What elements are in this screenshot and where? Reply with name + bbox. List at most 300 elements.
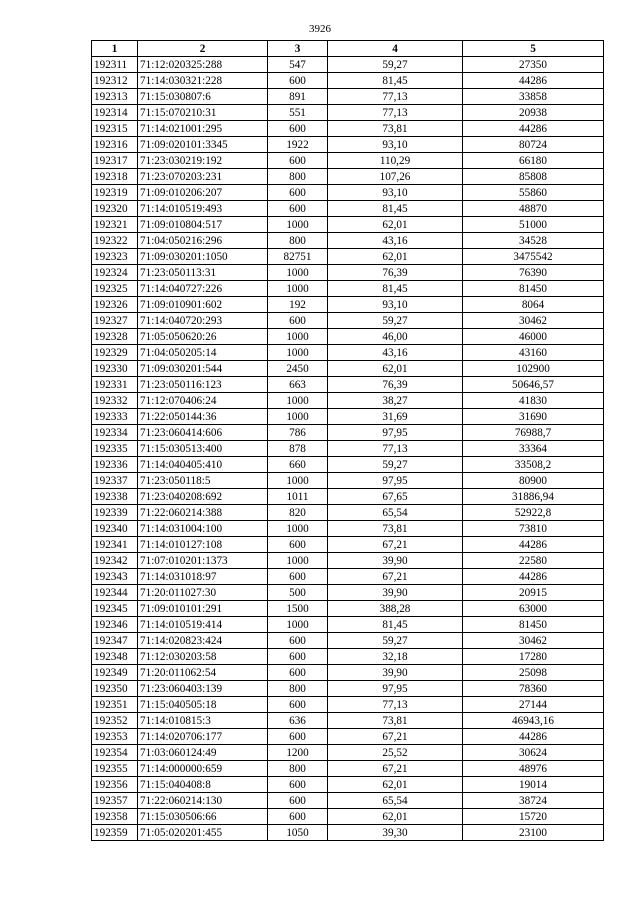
table-cell-col-5: 46000: [463, 329, 604, 345]
table-cell-col-1: 192346: [92, 617, 138, 633]
table-cell-col-4: 73,81: [328, 521, 463, 537]
table-cell-col-2: 71:12:020325:288: [138, 57, 268, 73]
table-cell-col-4: 38,27: [328, 393, 463, 409]
table-cell-col-3: 600: [268, 649, 328, 665]
table-cell-col-4: 39,90: [328, 665, 463, 681]
table-cell-col-2: 71:14:021001:295: [138, 121, 268, 137]
table-row: [92, 313, 604, 329]
table-cell-col-5: 31886,94: [463, 489, 604, 505]
table-cell-col-4: 43,16: [328, 233, 463, 249]
table-cell-col-4: 39,30: [328, 825, 463, 841]
table-cell-col-5: 15720: [463, 809, 604, 825]
table-cell-col-5: 33858: [463, 89, 604, 105]
table-row: [92, 761, 604, 777]
table-cell-col-1: 192352: [92, 713, 138, 729]
table-cell-col-1: 192356: [92, 777, 138, 793]
table-cell-col-1: 192351: [92, 697, 138, 713]
table-cell-col-5: 44286: [463, 537, 604, 553]
table-cell-col-5: 44286: [463, 729, 604, 745]
table-cell-col-1: 192333: [92, 409, 138, 425]
table-cell-col-1: 192342: [92, 553, 138, 569]
table-cell-col-3: 1200: [268, 745, 328, 761]
table-cell-col-4: 77,13: [328, 89, 463, 105]
table-cell-col-5: 85808: [463, 169, 604, 185]
table-cell-col-3: 600: [268, 697, 328, 713]
table-cell-col-2: 71:14:030321:228: [138, 73, 268, 89]
table-cell-col-2: 71:07:010201:1373: [138, 553, 268, 569]
table-cell-col-5: 20915: [463, 585, 604, 601]
table-cell-col-2: 71:05:020201:455: [138, 825, 268, 841]
table-cell-col-4: 76,39: [328, 265, 463, 281]
table-cell-col-4: 65,54: [328, 793, 463, 809]
table-cell-col-4: 65,54: [328, 505, 463, 521]
table-row: [92, 553, 604, 569]
table-row: [92, 233, 604, 249]
table-cell-col-3: 878: [268, 441, 328, 457]
table-row: [92, 201, 604, 217]
table-cell-col-3: 1000: [268, 329, 328, 345]
table-cell-col-1: 192321: [92, 217, 138, 233]
table-cell-col-3: 663: [268, 377, 328, 393]
table-cell-col-1: 192314: [92, 105, 138, 121]
table-cell-col-3: 800: [268, 169, 328, 185]
table-cell-col-3: 600: [268, 729, 328, 745]
table-cell-col-4: 73,81: [328, 713, 463, 729]
table-row: [92, 105, 604, 121]
table-cell-col-5: 27350: [463, 57, 604, 73]
table-cell-col-5: 80724: [463, 137, 604, 153]
table-row: [92, 393, 604, 409]
table-cell-col-2: 71:14:010127:108: [138, 537, 268, 553]
table-cell-col-5: 73810: [463, 521, 604, 537]
table-cell-col-4: 81,45: [328, 281, 463, 297]
table-cell-col-4: 59,27: [328, 57, 463, 73]
column-header-3: 3: [268, 41, 328, 57]
table-cell-col-3: 1000: [268, 393, 328, 409]
table-cell-col-2: 71:14:010519:493: [138, 201, 268, 217]
table-row: [92, 297, 604, 313]
page-number: 3926: [309, 23, 331, 35]
table-cell-col-4: 67,65: [328, 489, 463, 505]
table-cell-col-1: 192350: [92, 681, 138, 697]
table-cell-col-3: 1000: [268, 265, 328, 281]
table-cell-col-3: 800: [268, 681, 328, 697]
table-cell-col-5: 38724: [463, 793, 604, 809]
table-cell-col-4: 59,27: [328, 313, 463, 329]
table-cell-col-3: 2450: [268, 361, 328, 377]
table-cell-col-5: 30624: [463, 745, 604, 761]
table-cell-col-3: 600: [268, 633, 328, 649]
table-cell-col-5: 46943,16: [463, 713, 604, 729]
table-row: [92, 809, 604, 825]
table-cell-col-2: 71:23:070203:231: [138, 169, 268, 185]
table-cell-col-3: 820: [268, 505, 328, 521]
table-cell-col-4: 97,95: [328, 681, 463, 697]
table-cell-col-5: 63000: [463, 601, 604, 617]
table-cell-col-3: 1000: [268, 345, 328, 361]
table-cell-col-2: 71:20:011062:54: [138, 665, 268, 681]
table-cell-col-3: 1000: [268, 409, 328, 425]
table-row: [92, 425, 604, 441]
table-cell-col-4: 62,01: [328, 777, 463, 793]
table-cell-col-2: 71:23:050116:123: [138, 377, 268, 393]
table-cell-col-2: 71:04:050216:296: [138, 233, 268, 249]
table-row: [92, 361, 604, 377]
table-cell-col-2: 71:14:031004:100: [138, 521, 268, 537]
table-row: [92, 601, 604, 617]
column-header-4: 4: [328, 41, 463, 57]
table-row: [92, 185, 604, 201]
table-row: [92, 793, 604, 809]
table-cell-col-1: 192312: [92, 73, 138, 89]
table-cell-col-3: 192: [268, 297, 328, 313]
table-cell-col-1: 192354: [92, 745, 138, 761]
table-row: [92, 825, 604, 841]
table-row: [92, 457, 604, 473]
table-cell-col-5: 34528: [463, 233, 604, 249]
table-row: [92, 89, 604, 105]
table-row: [92, 169, 604, 185]
table-row: [92, 521, 604, 537]
table-cell-col-1: 192334: [92, 425, 138, 441]
table-cell-col-4: 81,45: [328, 201, 463, 217]
table-row: [92, 585, 604, 601]
table-cell-col-2: 71:23:030219:192: [138, 153, 268, 169]
table-cell-col-3: 600: [268, 121, 328, 137]
table-cell-col-2: 71:23:040208:692: [138, 489, 268, 505]
table-cell-col-1: 192341: [92, 537, 138, 553]
table-cell-col-1: 192316: [92, 137, 138, 153]
table-cell-col-5: 44286: [463, 569, 604, 585]
table-cell-col-4: 59,27: [328, 457, 463, 473]
table-cell-col-5: 80900: [463, 473, 604, 489]
table-row: [92, 473, 604, 489]
table-body: [92, 57, 604, 841]
table-cell-col-2: 71:15:070210:31: [138, 105, 268, 121]
table-cell-col-2: 71:09:010206:207: [138, 185, 268, 201]
table-cell-col-5: 22580: [463, 553, 604, 569]
table-row: [92, 249, 604, 265]
table-cell-col-5: 81450: [463, 281, 604, 297]
table-cell-col-2: 71:22:060214:388: [138, 505, 268, 521]
table-cell-col-2: 71:05:050620:26: [138, 329, 268, 345]
data-table: [91, 40, 604, 841]
table-cell-col-1: 192344: [92, 585, 138, 601]
table-cell-col-1: 192313: [92, 89, 138, 105]
table-cell-col-4: 67,21: [328, 761, 463, 777]
table-cell-col-4: 81,45: [328, 617, 463, 633]
table-cell-col-4: 76,39: [328, 377, 463, 393]
table-cell-col-3: 1011: [268, 489, 328, 505]
table-cell-col-1: 192320: [92, 201, 138, 217]
table-cell-col-4: 77,13: [328, 105, 463, 121]
table-cell-col-4: 43,16: [328, 345, 463, 361]
table-cell-col-5: 33364: [463, 441, 604, 457]
table-cell-col-2: 71:15:030506:66: [138, 809, 268, 825]
table-cell-col-3: 1000: [268, 617, 328, 633]
table-cell-col-1: 192358: [92, 809, 138, 825]
table-cell-col-2: 71:14:040720:293: [138, 313, 268, 329]
table-cell-col-2: 71:15:030807:6: [138, 89, 268, 105]
table-cell-col-2: 71:09:030201:1050: [138, 249, 268, 265]
table-row: [92, 329, 604, 345]
table-cell-col-1: 192355: [92, 761, 138, 777]
table-row: [92, 441, 604, 457]
table-cell-col-2: 71:14:020706:177: [138, 729, 268, 745]
table-cell-col-4: 97,95: [328, 473, 463, 489]
table-cell-col-4: 39,90: [328, 553, 463, 569]
table-row: [92, 153, 604, 169]
table-cell-col-1: 192330: [92, 361, 138, 377]
table-row: [92, 217, 604, 233]
table-cell-col-2: 71:14:040405:410: [138, 457, 268, 473]
table-cell-col-5: 17280: [463, 649, 604, 665]
column-header-2: 2: [138, 41, 268, 57]
table-cell-col-1: 192311: [92, 57, 138, 73]
table-cell-col-5: 41830: [463, 393, 604, 409]
table-cell-col-3: 600: [268, 313, 328, 329]
table-cell-col-3: 600: [268, 569, 328, 585]
table-cell-col-5: 44286: [463, 121, 604, 137]
table-cell-col-1: 192345: [92, 601, 138, 617]
table-cell-col-3: 800: [268, 761, 328, 777]
table-cell-col-4: 110,29: [328, 153, 463, 169]
table-cell-col-1: 192318: [92, 169, 138, 185]
table-cell-col-4: 77,13: [328, 697, 463, 713]
table-cell-col-3: 600: [268, 185, 328, 201]
table-cell-col-3: 82751: [268, 249, 328, 265]
table-cell-col-3: 1050: [268, 825, 328, 841]
table-row: [92, 137, 604, 153]
table-cell-col-3: 600: [268, 665, 328, 681]
table-row: [92, 489, 604, 505]
table-cell-col-2: 71:14:010815:3: [138, 713, 268, 729]
table-row: [92, 281, 604, 297]
table-cell-col-2: 71:23:060403:139: [138, 681, 268, 697]
table-cell-col-2: 71:14:040727:226: [138, 281, 268, 297]
table-cell-col-5: 30462: [463, 633, 604, 649]
table-cell-col-1: 192337: [92, 473, 138, 489]
table-cell-col-1: 192323: [92, 249, 138, 265]
table-cell-col-2: 71:09:010804:517: [138, 217, 268, 233]
table-cell-col-4: 73,81: [328, 121, 463, 137]
table-row: [92, 505, 604, 521]
table-row: [92, 345, 604, 361]
table-cell-col-1: 192339: [92, 505, 138, 521]
table-cell-col-1: 192343: [92, 569, 138, 585]
table-cell-col-4: 62,01: [328, 809, 463, 825]
table-cell-col-2: 71:15:040408:8: [138, 777, 268, 793]
table-row: [92, 409, 604, 425]
table-cell-col-2: 71:03:060124:49: [138, 745, 268, 761]
table-cell-col-5: 27144: [463, 697, 604, 713]
table-cell-col-1: 192338: [92, 489, 138, 505]
table-row: [92, 57, 604, 73]
table-cell-col-4: 62,01: [328, 217, 463, 233]
table-cell-col-3: 600: [268, 201, 328, 217]
table-cell-col-4: 67,21: [328, 729, 463, 745]
table-row: [92, 265, 604, 281]
table-row: [92, 697, 604, 713]
header-row: [92, 41, 604, 57]
table-cell-col-2: 71:09:010901:602: [138, 297, 268, 313]
table-cell-col-5: 48976: [463, 761, 604, 777]
table-cell-col-4: 31,69: [328, 409, 463, 425]
table-row: [92, 745, 604, 761]
table-cell-col-5: 43160: [463, 345, 604, 361]
table-cell-col-3: 1000: [268, 281, 328, 297]
table-cell-col-4: 77,13: [328, 441, 463, 457]
table-cell-col-3: 1500: [268, 601, 328, 617]
table-cell-col-5: 76988,7: [463, 425, 604, 441]
table-cell-col-2: 71:14:000000:659: [138, 761, 268, 777]
table-cell-col-5: 33508,2: [463, 457, 604, 473]
table-cell-col-3: 1000: [268, 553, 328, 569]
table-cell-col-1: 192324: [92, 265, 138, 281]
column-header-1: 1: [92, 41, 138, 57]
table-cell-col-4: 81,45: [328, 73, 463, 89]
table-row: [92, 713, 604, 729]
table-cell-col-3: 1000: [268, 473, 328, 489]
table-cell-col-4: 93,10: [328, 137, 463, 153]
table-cell-col-5: 20938: [463, 105, 604, 121]
table-cell-col-2: 71:04:050205:14: [138, 345, 268, 361]
table-cell-col-4: 62,01: [328, 361, 463, 377]
table-cell-col-4: 67,21: [328, 569, 463, 585]
table-cell-col-4: 46,00: [328, 329, 463, 345]
table-row: [92, 729, 604, 745]
table-cell-col-1: 192317: [92, 153, 138, 169]
table-cell-col-5: 76390: [463, 265, 604, 281]
table-cell-col-1: 192340: [92, 521, 138, 537]
table-cell-col-4: 25,52: [328, 745, 463, 761]
table-cell-col-4: 97,95: [328, 425, 463, 441]
table-cell-col-3: 1922: [268, 137, 328, 153]
table-cell-col-1: 192347: [92, 633, 138, 649]
table-row: [92, 377, 604, 393]
table-cell-col-2: 71:15:030513:400: [138, 441, 268, 457]
table-cell-col-1: 192336: [92, 457, 138, 473]
table-row: [92, 665, 604, 681]
table-cell-col-1: 192332: [92, 393, 138, 409]
table-cell-col-2: 71:15:040505:18: [138, 697, 268, 713]
table-cell-col-1: 192328: [92, 329, 138, 345]
table-cell-col-3: 551: [268, 105, 328, 121]
column-header-5: 5: [463, 41, 604, 57]
table-cell-col-2: 71:22:060214:130: [138, 793, 268, 809]
table-cell-col-5: 31690: [463, 409, 604, 425]
table-row: [92, 569, 604, 585]
table-cell-col-2: 71:09:020101:3345: [138, 137, 268, 153]
table-cell-col-3: 547: [268, 57, 328, 73]
table-cell-col-1: 192329: [92, 345, 138, 361]
table-cell-col-3: 600: [268, 793, 328, 809]
table-row: [92, 681, 604, 697]
table-cell-col-3: 600: [268, 73, 328, 89]
table-cell-col-4: 67,21: [328, 537, 463, 553]
table-cell-col-1: 192359: [92, 825, 138, 841]
table-cell-col-2: 71:23:050118:5: [138, 473, 268, 489]
table-cell-col-2: 71:22:050144:36: [138, 409, 268, 425]
table-row: [92, 121, 604, 137]
table-cell-col-5: 8064: [463, 297, 604, 313]
table-cell-col-4: 107,26: [328, 169, 463, 185]
table-cell-col-1: 192335: [92, 441, 138, 457]
table-cell-col-1: 192357: [92, 793, 138, 809]
table-cell-col-4: 388,28: [328, 601, 463, 617]
table-row: [92, 617, 604, 633]
table-cell-col-5: 25098: [463, 665, 604, 681]
table-cell-col-2: 71:23:050113:31: [138, 265, 268, 281]
table-cell-col-5: 66180: [463, 153, 604, 169]
table-cell-col-4: 39,90: [328, 585, 463, 601]
table-cell-col-3: 891: [268, 89, 328, 105]
table-cell-col-1: 192348: [92, 649, 138, 665]
table-row: [92, 649, 604, 665]
table-cell-col-2: 71:14:031018:97: [138, 569, 268, 585]
table-cell-col-5: 102900: [463, 361, 604, 377]
table-cell-col-5: 3475542: [463, 249, 604, 265]
table-cell-col-3: 1000: [268, 521, 328, 537]
table-row: [92, 537, 604, 553]
table-cell-col-3: 600: [268, 809, 328, 825]
table-cell-col-1: 192325: [92, 281, 138, 297]
table-cell-col-5: 78360: [463, 681, 604, 697]
table-cell-col-1: 192315: [92, 121, 138, 137]
table-cell-col-5: 48870: [463, 201, 604, 217]
table-cell-col-3: 600: [268, 537, 328, 553]
table-cell-col-5: 50646,57: [463, 377, 604, 393]
table-cell-col-4: 32,18: [328, 649, 463, 665]
table-cell-col-2: 71:09:010101:291: [138, 601, 268, 617]
table-cell-col-2: 71:12:070406:24: [138, 393, 268, 409]
table-cell-col-3: 800: [268, 233, 328, 249]
table-cell-col-1: 192319: [92, 185, 138, 201]
table-cell-col-2: 71:20:011027:30: [138, 585, 268, 601]
table-cell-col-4: 62,01: [328, 249, 463, 265]
table-cell-col-3: 600: [268, 777, 328, 793]
table-row: [92, 633, 604, 649]
table-cell-col-2: 71:09:030201:544: [138, 361, 268, 377]
table-cell-col-3: 786: [268, 425, 328, 441]
table-cell-col-1: 192322: [92, 233, 138, 249]
table-cell-col-5: 30462: [463, 313, 604, 329]
table-cell-col-2: 71:12:030203:58: [138, 649, 268, 665]
table-cell-col-3: 600: [268, 153, 328, 169]
table-cell-col-3: 660: [268, 457, 328, 473]
table-cell-col-2: 71:14:010519:414: [138, 617, 268, 633]
table-cell-col-3: 500: [268, 585, 328, 601]
table-cell-col-4: 93,10: [328, 185, 463, 201]
table-cell-col-5: 81450: [463, 617, 604, 633]
table-cell-col-1: 192353: [92, 729, 138, 745]
table-cell-col-5: 23100: [463, 825, 604, 841]
table-cell-col-5: 52922,8: [463, 505, 604, 521]
table-row: [92, 73, 604, 89]
table-cell-col-2: 71:14:020823:424: [138, 633, 268, 649]
table-cell-col-4: 59,27: [328, 633, 463, 649]
table-cell-col-1: 192326: [92, 297, 138, 313]
table-row: [92, 777, 604, 793]
table-cell-col-1: 192327: [92, 313, 138, 329]
table-cell-col-3: 1000: [268, 217, 328, 233]
table-cell-col-1: 192331: [92, 377, 138, 393]
table-cell-col-4: 93,10: [328, 297, 463, 313]
table-cell-col-2: 71:23:060414:606: [138, 425, 268, 441]
table-cell-col-1: 192349: [92, 665, 138, 681]
table-cell-col-5: 44286: [463, 73, 604, 89]
table-cell-col-5: 55860: [463, 185, 604, 201]
